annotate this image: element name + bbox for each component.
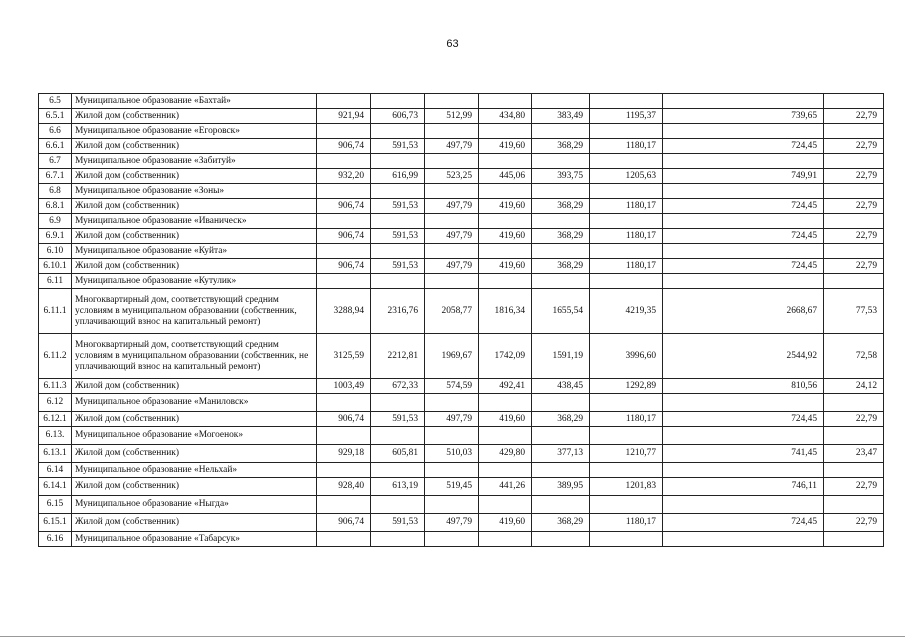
housing-type: Жилой дом (собственник) [72, 514, 317, 532]
empty-cell [590, 463, 663, 478]
table-body [39, 94, 884, 547]
value-cell: 22,79 [824, 478, 884, 496]
empty-cell [371, 184, 425, 199]
housing-type: Жилой дом (собственник) [72, 379, 317, 394]
empty-cell [371, 244, 425, 259]
value-cell: 22,79 [824, 199, 884, 214]
empty-cell [317, 274, 371, 289]
empty-cell [317, 184, 371, 199]
empty-cell [663, 394, 824, 412]
value-cell: 497,79 [425, 259, 479, 274]
value-cell: 24,12 [824, 379, 884, 394]
municipality-name: Муниципальное образование «Егоровск» [72, 124, 317, 139]
municipality-header-row [39, 154, 884, 169]
value-cell: 1969,67 [425, 334, 479, 379]
municipality-header-row [39, 184, 884, 199]
empty-cell [479, 94, 532, 109]
value-cell: 613,19 [371, 478, 425, 496]
empty-cell [317, 394, 371, 412]
value-cell: 932,20 [317, 169, 371, 184]
value-cell: 724,45 [663, 514, 824, 532]
row-code: 6.7.1 [39, 169, 72, 184]
empty-cell [824, 214, 884, 229]
table-row [39, 169, 884, 184]
housing-type: Жилой дом (собственник) [72, 139, 317, 154]
empty-cell [663, 427, 824, 445]
municipality-header-row [39, 394, 884, 412]
value-cell: 1180,17 [590, 199, 663, 214]
value-cell: 368,29 [532, 139, 590, 154]
row-code: 6.12.1 [39, 412, 72, 427]
row-code: 6.9.1 [39, 229, 72, 244]
tariff-table [38, 93, 884, 547]
municipality-header-row [39, 244, 884, 259]
empty-cell [824, 427, 884, 445]
value-cell: 724,45 [663, 139, 824, 154]
empty-cell [425, 124, 479, 139]
table-row [39, 379, 884, 394]
empty-cell [425, 463, 479, 478]
municipality-header-row [39, 124, 884, 139]
empty-cell [425, 496, 479, 514]
value-cell: 591,53 [371, 412, 425, 427]
empty-cell [371, 274, 425, 289]
value-cell: 724,45 [663, 229, 824, 244]
value-cell: 3288,94 [317, 289, 371, 334]
value-cell: 368,29 [532, 229, 590, 244]
value-cell: 441,26 [479, 478, 532, 496]
empty-cell [425, 274, 479, 289]
value-cell: 419,60 [479, 412, 532, 427]
table-row [39, 334, 884, 379]
empty-cell [317, 496, 371, 514]
empty-cell [590, 394, 663, 412]
row-code: 6.8 [39, 184, 72, 199]
empty-cell [532, 214, 590, 229]
empty-cell [479, 394, 532, 412]
municipality-header-row [39, 496, 884, 514]
municipality-name: Муниципальное образование «Нельхай» [72, 463, 317, 478]
value-cell: 22,79 [824, 412, 884, 427]
value-cell: 4219,35 [590, 289, 663, 334]
empty-cell [590, 274, 663, 289]
page-number: 63 [446, 38, 459, 50]
row-code: 6.14.1 [39, 478, 72, 496]
row-code: 6.13. [39, 427, 72, 445]
empty-cell [824, 94, 884, 109]
value-cell: 523,25 [425, 169, 479, 184]
empty-cell [663, 124, 824, 139]
empty-cell [532, 427, 590, 445]
empty-cell [663, 214, 824, 229]
empty-cell [479, 154, 532, 169]
empty-cell [590, 154, 663, 169]
table-row [39, 445, 884, 463]
value-cell: 1591,19 [532, 334, 590, 379]
value-cell: 749,91 [663, 169, 824, 184]
row-code: 6.6 [39, 124, 72, 139]
empty-cell [824, 154, 884, 169]
value-cell: 497,79 [425, 139, 479, 154]
value-cell: 616,99 [371, 169, 425, 184]
empty-cell [590, 214, 663, 229]
table-row [39, 229, 884, 244]
row-code: 6.9 [39, 214, 72, 229]
value-cell: 741,45 [663, 445, 824, 463]
value-cell: 510,03 [425, 445, 479, 463]
table-row [39, 478, 884, 496]
row-code: 6.8.1 [39, 199, 72, 214]
value-cell: 591,53 [371, 514, 425, 532]
value-cell: 724,45 [663, 259, 824, 274]
empty-cell [590, 532, 663, 547]
row-code: 6.10.1 [39, 259, 72, 274]
municipality-header-row [39, 94, 884, 109]
value-cell: 739,65 [663, 109, 824, 124]
empty-cell [824, 244, 884, 259]
value-cell: 591,53 [371, 229, 425, 244]
housing-type: Жилой дом (собственник) [72, 412, 317, 427]
value-cell: 22,79 [824, 139, 884, 154]
row-code: 6.10 [39, 244, 72, 259]
value-cell: 1003,49 [317, 379, 371, 394]
empty-cell [590, 244, 663, 259]
value-cell: 1180,17 [590, 139, 663, 154]
housing-type: Жилой дом (собственник) [72, 109, 317, 124]
value-cell: 519,45 [425, 478, 479, 496]
value-cell: 672,33 [371, 379, 425, 394]
empty-cell [663, 496, 824, 514]
empty-cell [532, 244, 590, 259]
value-cell: 438,45 [532, 379, 590, 394]
empty-cell [532, 394, 590, 412]
table-row [39, 199, 884, 214]
value-cell: 574,59 [425, 379, 479, 394]
empty-cell [371, 427, 425, 445]
housing-type: Многоквартирный дом, соответствующий средним условиям в муниципальном образовании (собственник, уплачивающий взнос на капитальный ремонт) [72, 289, 317, 334]
value-cell: 2544,92 [663, 334, 824, 379]
municipality-header-row [39, 214, 884, 229]
empty-cell [663, 94, 824, 109]
empty-cell [663, 154, 824, 169]
value-cell: 1742,09 [479, 334, 532, 379]
value-cell: 497,79 [425, 229, 479, 244]
value-cell: 497,79 [425, 412, 479, 427]
value-cell: 429,80 [479, 445, 532, 463]
value-cell: 368,29 [532, 199, 590, 214]
municipality-name: Муниципальное образование «Куйта» [72, 244, 317, 259]
empty-cell [590, 94, 663, 109]
value-cell: 591,53 [371, 259, 425, 274]
empty-cell [663, 274, 824, 289]
tariff-table-container [38, 93, 883, 547]
value-cell: 1655,54 [532, 289, 590, 334]
empty-cell [317, 427, 371, 445]
municipality-name: Муниципальное образование «Забитуй» [72, 154, 317, 169]
value-cell: 1180,17 [590, 259, 663, 274]
value-cell: 2058,77 [425, 289, 479, 334]
value-cell: 1180,17 [590, 229, 663, 244]
value-cell: 606,73 [371, 109, 425, 124]
empty-cell [317, 244, 371, 259]
municipality-header-row [39, 274, 884, 289]
municipality-name: Муниципальное образование «Кутулик» [72, 274, 317, 289]
table-row [39, 109, 884, 124]
empty-cell [317, 463, 371, 478]
housing-type: Жилой дом (собственник) [72, 229, 317, 244]
empty-cell [479, 532, 532, 547]
empty-cell [663, 244, 824, 259]
value-cell: 377,13 [532, 445, 590, 463]
value-cell: 419,60 [479, 259, 532, 274]
empty-cell [663, 184, 824, 199]
empty-cell [479, 124, 532, 139]
housing-type: Жилой дом (собственник) [72, 259, 317, 274]
value-cell: 906,74 [317, 139, 371, 154]
value-cell: 77,53 [824, 289, 884, 334]
value-cell: 2212,81 [371, 334, 425, 379]
value-cell: 921,94 [317, 109, 371, 124]
value-cell: 810,56 [663, 379, 824, 394]
empty-cell [479, 463, 532, 478]
municipality-name: Муниципальное образование «Бахтай» [72, 94, 317, 109]
row-code: 6.11.3 [39, 379, 72, 394]
empty-cell [371, 463, 425, 478]
empty-cell [371, 532, 425, 547]
empty-cell [479, 214, 532, 229]
value-cell: 1292,89 [590, 379, 663, 394]
table-row [39, 289, 884, 334]
row-code: 6.15 [39, 496, 72, 514]
empty-cell [371, 496, 425, 514]
empty-cell [479, 184, 532, 199]
value-cell: 368,29 [532, 259, 590, 274]
municipality-name: Муниципальное образование «Маниловск» [72, 394, 317, 412]
municipality-name: Муниципальное образование «Ныгда» [72, 496, 317, 514]
empty-cell [479, 496, 532, 514]
empty-cell [317, 154, 371, 169]
empty-cell [532, 94, 590, 109]
empty-cell [371, 214, 425, 229]
empty-cell [532, 154, 590, 169]
value-cell: 1180,17 [590, 514, 663, 532]
empty-cell [532, 496, 590, 514]
value-cell: 383,49 [532, 109, 590, 124]
municipality-name: Муниципальное образование «Иваническ» [72, 214, 317, 229]
value-cell: 368,29 [532, 412, 590, 427]
value-cell: 393,75 [532, 169, 590, 184]
row-code: 6.5 [39, 94, 72, 109]
empty-cell [590, 496, 663, 514]
value-cell: 419,60 [479, 229, 532, 244]
table-row [39, 259, 884, 274]
value-cell: 1816,34 [479, 289, 532, 334]
value-cell: 389,95 [532, 478, 590, 496]
value-cell: 746,11 [663, 478, 824, 496]
value-cell: 1180,17 [590, 412, 663, 427]
value-cell: 2316,76 [371, 289, 425, 334]
value-cell: 497,79 [425, 514, 479, 532]
empty-cell [371, 94, 425, 109]
empty-cell [590, 184, 663, 199]
municipality-name: Муниципальное образование «Зоны» [72, 184, 317, 199]
empty-cell [532, 274, 590, 289]
empty-cell [425, 532, 479, 547]
housing-type: Жилой дом (собственник) [72, 199, 317, 214]
empty-cell [824, 274, 884, 289]
value-cell: 605,81 [371, 445, 425, 463]
empty-cell [371, 124, 425, 139]
value-cell: 22,79 [824, 259, 884, 274]
housing-type: Многоквартирный дом, соответствующий средним условиям в муниципальном образовании (собственник, не уплачивающий взнос на капитальный ремонт) [72, 334, 317, 379]
empty-cell [425, 394, 479, 412]
empty-cell [824, 124, 884, 139]
value-cell: 368,29 [532, 514, 590, 532]
value-cell: 591,53 [371, 139, 425, 154]
value-cell: 2668,67 [663, 289, 824, 334]
value-cell: 497,79 [425, 199, 479, 214]
empty-cell [532, 184, 590, 199]
value-cell: 1210,77 [590, 445, 663, 463]
empty-cell [532, 532, 590, 547]
empty-cell [824, 463, 884, 478]
empty-cell [532, 124, 590, 139]
table-row [39, 412, 884, 427]
empty-cell [425, 94, 479, 109]
municipality-header-row [39, 427, 884, 445]
value-cell: 724,45 [663, 199, 824, 214]
row-code: 6.11.1 [39, 289, 72, 334]
value-cell: 906,74 [317, 199, 371, 214]
value-cell: 419,60 [479, 514, 532, 532]
value-cell: 906,74 [317, 259, 371, 274]
municipality-header-row [39, 532, 884, 547]
value-cell: 3125,59 [317, 334, 371, 379]
empty-cell [425, 154, 479, 169]
empty-cell [663, 463, 824, 478]
row-code: 6.7 [39, 154, 72, 169]
housing-type: Жилой дом (собственник) [72, 445, 317, 463]
value-cell: 3996,60 [590, 334, 663, 379]
empty-cell [317, 124, 371, 139]
empty-cell [371, 154, 425, 169]
empty-cell [425, 244, 479, 259]
value-cell: 591,53 [371, 199, 425, 214]
value-cell: 22,79 [824, 229, 884, 244]
empty-cell [317, 214, 371, 229]
page-bottom-edge [0, 636, 905, 637]
value-cell: 1205,63 [590, 169, 663, 184]
empty-cell [479, 274, 532, 289]
empty-cell [532, 463, 590, 478]
empty-cell [371, 394, 425, 412]
row-code: 6.16 [39, 532, 72, 547]
empty-cell [425, 184, 479, 199]
empty-cell [663, 532, 824, 547]
empty-cell [824, 184, 884, 199]
table-row [39, 514, 884, 532]
value-cell: 72,58 [824, 334, 884, 379]
empty-cell [824, 532, 884, 547]
empty-cell [590, 427, 663, 445]
value-cell: 1195,37 [590, 109, 663, 124]
empty-cell [590, 124, 663, 139]
value-cell: 512,99 [425, 109, 479, 124]
row-code: 6.6.1 [39, 139, 72, 154]
row-code: 6.12 [39, 394, 72, 412]
value-cell: 23,47 [824, 445, 884, 463]
empty-cell [425, 214, 479, 229]
value-cell: 22,79 [824, 169, 884, 184]
row-code: 6.14 [39, 463, 72, 478]
empty-cell [425, 427, 479, 445]
value-cell: 928,40 [317, 478, 371, 496]
table-row [39, 139, 884, 154]
row-code: 6.5.1 [39, 109, 72, 124]
value-cell: 492,41 [479, 379, 532, 394]
value-cell: 906,74 [317, 412, 371, 427]
value-cell: 22,79 [824, 109, 884, 124]
value-cell: 434,80 [479, 109, 532, 124]
empty-cell [479, 244, 532, 259]
empty-cell [479, 427, 532, 445]
empty-cell [317, 532, 371, 547]
value-cell: 419,60 [479, 139, 532, 154]
municipality-header-row [39, 463, 884, 478]
value-cell: 906,74 [317, 514, 371, 532]
value-cell: 724,45 [663, 412, 824, 427]
value-cell: 445,06 [479, 169, 532, 184]
value-cell: 22,79 [824, 514, 884, 532]
row-code: 6.15.1 [39, 514, 72, 532]
municipality-name: Муниципальное образование «Табарсук» [72, 532, 317, 547]
row-code: 6.11 [39, 274, 72, 289]
housing-type: Жилой дом (собственник) [72, 169, 317, 184]
value-cell: 1201,83 [590, 478, 663, 496]
empty-cell [317, 94, 371, 109]
value-cell: 929,18 [317, 445, 371, 463]
row-code: 6.11.2 [39, 334, 72, 379]
housing-type: Жилой дом (собственник) [72, 478, 317, 496]
row-code: 6.13.1 [39, 445, 72, 463]
empty-cell [824, 496, 884, 514]
municipality-name: Муниципальное образование «Могоенок» [72, 427, 317, 445]
value-cell: 419,60 [479, 199, 532, 214]
value-cell: 906,74 [317, 229, 371, 244]
empty-cell [824, 394, 884, 412]
